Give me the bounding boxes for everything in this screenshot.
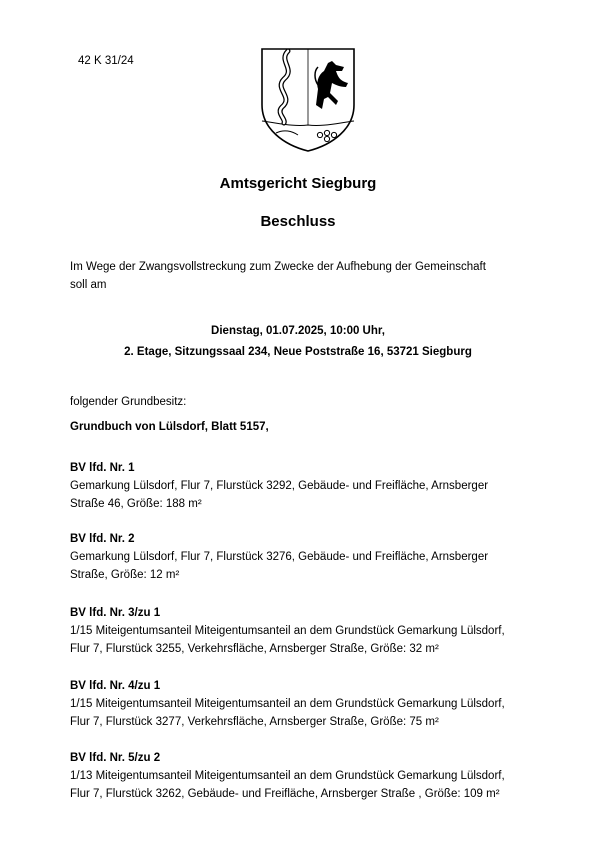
item-line-2: Straße, Größe: 12 m²	[70, 569, 180, 581]
list-item	[70, 749, 540, 803]
item-line-2: Straße 46, Größe: 188 m²	[70, 498, 202, 510]
item-heading: BV lfd. Nr. 4/zu 1	[70, 680, 161, 692]
item-heading: BV lfd. Nr. 2	[70, 533, 135, 545]
intro-line-2: soll am	[70, 279, 107, 291]
document-title: Beschluss	[260, 213, 336, 230]
item-heading: BV lfd. Nr. 5/zu 2	[70, 752, 161, 764]
aktenzeichen: 42 K 31/24	[78, 55, 134, 67]
grundbesitz-label: folgender Grundbesitz:	[70, 396, 187, 408]
list-item	[70, 677, 540, 731]
termin-date-time: Dienstag, 01.07.2025, 10:00 Uhr,	[211, 325, 385, 337]
item-line-2: Flur 7, Flurstück 3277, Verkehrsfläche, Arnsberger Straße, Größe: 75 m²	[70, 716, 439, 728]
list-item	[70, 459, 540, 513]
item-line-1: 1/13 Miteigentumsanteil Miteigentumsanteil an dem Grundstück Gemarkung Lülsdorf,	[70, 770, 505, 782]
intro-paragraph	[70, 258, 540, 294]
list-item	[70, 604, 540, 658]
intro-line-1: Im Wege der Zwangsvollstreckung zum Zwecke der Aufhebung der Gemeinschaft	[70, 261, 486, 273]
court-name: Amtsgericht Siegburg	[219, 175, 377, 192]
item-heading: BV lfd. Nr. 3/zu 1	[70, 607, 161, 619]
termin-location: 2. Etage, Sitzungssaal 234, Neue Poststraße 16, 53721 Siegburg	[124, 346, 472, 358]
item-line-1: Gemarkung Lülsdorf, Flur 7, Flurstück 3292, Gebäude- und Freifläche, Arnsberger	[70, 480, 489, 492]
item-heading: BV lfd. Nr. 1	[70, 462, 135, 474]
list-item	[70, 530, 540, 584]
grundbuch-reference: Grundbuch von Lülsdorf, Blatt 5157,	[70, 421, 269, 433]
item-line-1: Gemarkung Lülsdorf, Flur 7, Flurstück 3276, Gebäude- und Freifläche, Arnsberger	[70, 551, 489, 563]
item-line-1: 1/15 Miteigentumsanteil Miteigentumsanteil an dem Grundstück Gemarkung Lülsdorf,	[70, 698, 505, 710]
item-line-1: 1/15 Miteigentumsanteil Miteigentumsanteil an dem Grundstück Gemarkung Lülsdorf,	[70, 625, 505, 637]
item-line-2: Flur 7, Flurstück 3255, Verkehrsfläche, Arnsberger Straße, Größe: 32 m²	[70, 643, 439, 655]
item-line-2: Flur 7, Flurstück 3262, Gebäude- und Freifläche, Arnsberger Straße , Größe: 109 m²	[70, 788, 500, 800]
nrw-coat-of-arms-icon	[258, 45, 358, 153]
